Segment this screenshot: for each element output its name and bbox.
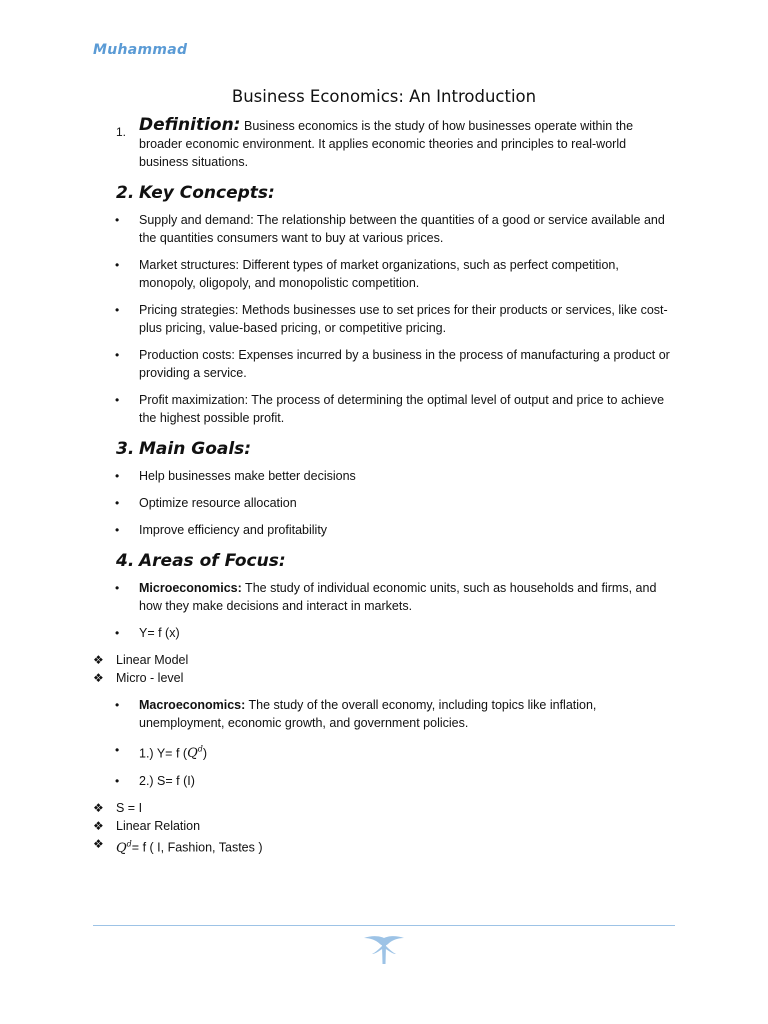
list-item: • Pricing strategies: Methods businesses use to set prices for their products or services, like cost-plus pricing, value-based pricing, or competitive pricing. [0,301,768,337]
list-item: • Production costs: Expenses incurred by a business in the process of manufacturing a product or providing a service. [0,346,768,382]
list-item: • Profit maximization: The process of determining the optimal level of output and price to achieve the highest possible profit. [0,391,768,427]
definition-text: Business economics is the study of how businesses operate within the broader economic environment. It applies economic theories and principles to real-world business situations. [139,119,634,169]
diamond-list-item [0,669,768,687]
section-number: 4. [116,551,135,571]
section-number: 1. [116,125,127,139]
formula-variable [116,841,132,856]
term-label: Microeconomics: [139,581,242,595]
list-item: • Market structures: Different types of market organizations, such as perfect competition, monopoly, oligopoly, and monopolistic competition. [0,256,768,292]
section-heading [0,437,768,461]
note-text: S = I [116,801,143,816]
diamond-list-item [0,835,768,857]
list-item-formula [0,741,768,763]
definition-paragraph [0,116,768,171]
diamond-bullet-icon: ❖ [93,837,104,852]
q-superscript: d [126,839,132,849]
q-symbol: Q [116,840,127,856]
section-number: 3. [116,439,135,459]
list-item: • Supply and demand: The relationship between the quantities of a good or service available and the quantities consumers want to buy at various prices. [0,211,768,247]
diamond-list-item [0,651,768,669]
q-symbol: Q [187,746,198,762]
list-item: • Help businesses make better decisions [0,467,768,485]
note-text: = f ( I, Fashion, Tastes ) [131,840,263,855]
section-title: Key Concepts: [139,183,275,203]
section-heading: Definition: [139,115,241,135]
diamond-list-item [0,817,768,835]
term-text: The study of individual economic units, such as households and firms, and how they make decisions and interact in markets. [139,581,657,613]
list-item-formula: • Y= f (x) [0,624,768,642]
note-text: Linear Relation [116,819,201,834]
formula-prefix: 1.) Y= f ( [139,746,188,761]
list-item: • Improve efficiency and profitability [0,521,768,539]
q-superscript: d [197,745,203,754]
document-title: Business Economics: An Introduction [231,87,537,106]
diamond-list-item [0,799,768,817]
formula-suffix: ) [202,746,208,761]
list-item: • Optimize resource allocation [0,494,768,512]
note-text: Linear Model [116,653,189,667]
diamond-bullet-icon: ❖ [93,819,104,834]
author-name: Muhammad [93,42,188,58]
list-item-microeconomics [0,579,768,615]
section-title: Areas of Focus: [139,551,286,571]
section-heading [0,549,768,573]
formula-variable [187,746,203,761]
list-item-formula: • 2.) S= f (I) [0,772,768,790]
section-title: Main Goals: [139,439,252,459]
note-text: Micro - level [116,671,184,685]
term-label: Macroeconomics: [139,698,246,712]
list-item-macroeconomics [0,696,768,732]
footer-divider [93,925,675,926]
diamond-bullet-icon: ❖ [93,653,104,667]
diamond-bullet-icon: ❖ [93,801,104,816]
section-number: 2. [116,183,135,203]
fleur-ornament-icon [360,932,408,968]
section-heading [0,181,768,205]
diamond-bullet-icon: ❖ [93,671,104,685]
document-body [0,116,768,858]
term-text: The study of the overall economy, including topics like inflation, unemployment, economic growth, and government policies. [139,698,597,730]
